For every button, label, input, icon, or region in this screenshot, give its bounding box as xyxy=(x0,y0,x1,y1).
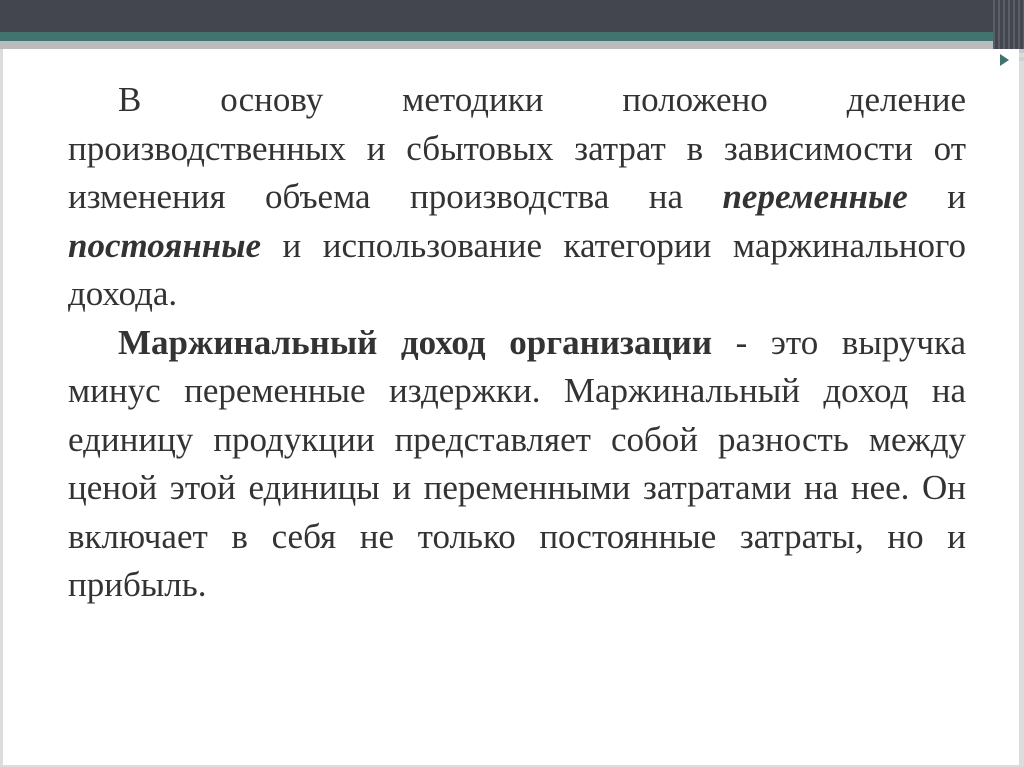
header-band-dark xyxy=(0,0,1024,32)
paragraph-text: и использование категории маржинального дохода. xyxy=(68,225,966,313)
emphasis-variable: переменные xyxy=(722,177,908,216)
header-band-teal xyxy=(0,32,1024,41)
term-marginal-income: Маржинальный доход организации xyxy=(118,322,712,362)
paragraph-marginal-income xyxy=(68,319,966,610)
header-band-gray xyxy=(0,41,1024,49)
paragraph-text: В основу методики положено деление производственных и сбытовых затрат в зависимости от изменения объема производства на xyxy=(68,80,966,216)
emphasis-fixed: постоянные xyxy=(68,225,262,265)
triangle-right-icon xyxy=(1000,54,1009,66)
slide-body xyxy=(68,76,966,610)
paragraph-variable-fixed-costs xyxy=(68,76,966,319)
paragraph-text: и xyxy=(907,177,966,216)
paragraph-text: - это выручка минус переменные издержки. Маржинальный доход на единицу продукции представляет собой разность между ценой этой единицы и переменными затратами на нее. Он включает в себя не только постоянные затраты, но и прибыль. xyxy=(68,322,966,604)
header-stripes-decoration xyxy=(993,0,1024,49)
